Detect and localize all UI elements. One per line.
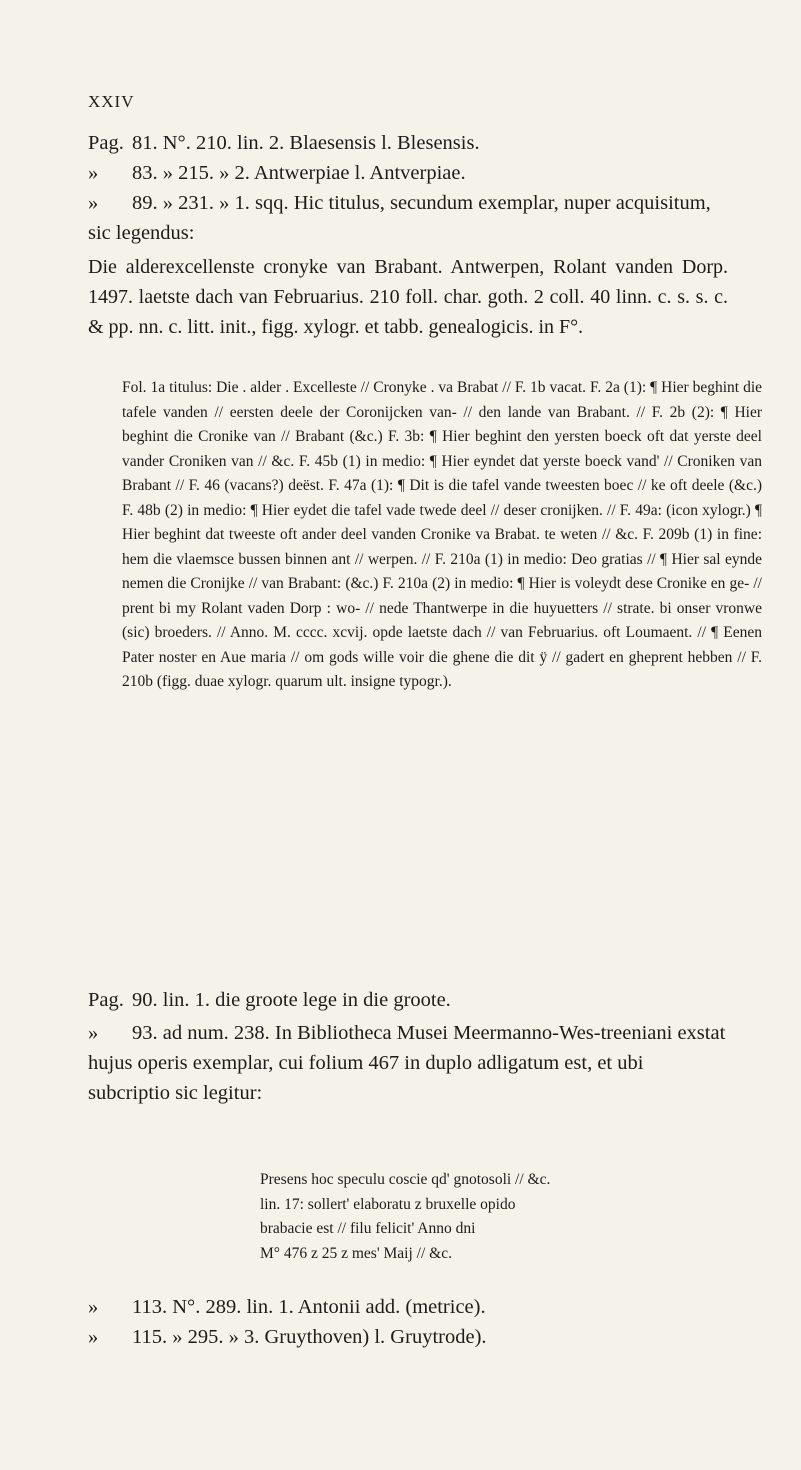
erratum-prefix: » [88, 1022, 99, 1044]
book-title-paragraph: Die alderexcellenste cronyke van Brabant. Antwerpen, Rolant vanden Dorp. 1497. laetste dach van Februarius. 210 foll. char. goth. 2 coll. 40 linn. c. s. s. c. & pp. nn. c. litt. init., figg. xylogr. et tabb. genealogicis. in F°. [88, 256, 728, 338]
quote-line: brabacie est // filu felicit' Anno dni [260, 1220, 476, 1237]
erratum-text: 93. ad num. 238. In Bibliotheca Musei Meermanno-Wes-treeniani exstat hujus operis exemplar, cui folium 467 in duplo adligatum est, et ubi subcriptio sic legitur: [88, 1022, 726, 1104]
erratum-line [88, 128, 728, 158]
erratum-text: 115. » 295. » 3. Gruythoven) l. Gruytrode). [132, 1326, 487, 1348]
erratum-prefix: Pag. [88, 132, 124, 154]
quote-line: Presens hoc speculu coscie qd' gnotosoli // &c. [260, 1171, 551, 1188]
erratum-line [88, 1322, 728, 1352]
page-number: XXIV [88, 92, 135, 111]
erratum-prefix: Pag. [88, 989, 124, 1011]
erratum-line [88, 1018, 728, 1108]
erratum-prefix: » [88, 192, 99, 214]
erratum-text: 83. » 215. » 2. Antwerpiae l. Antverpiae. [132, 162, 466, 184]
erratum-line [88, 158, 728, 188]
erratum-prefix: » [88, 1326, 99, 1348]
erratum-text: 90. lin. 1. die groote lege in die groote. [132, 989, 451, 1011]
erratum-line [88, 1292, 728, 1322]
quote-line: M° 476 z 25 z mes' Maij // &c. [260, 1244, 452, 1262]
erratum-line [88, 188, 728, 248]
quote-line: lin. 17: sollert' elaboratu z bruxelle opido [260, 1195, 516, 1213]
subscription-quote [88, 1168, 801, 1266]
erratum-prefix: » [88, 162, 99, 184]
erratum-prefix: » [88, 1296, 99, 1318]
description-paragraph: Fol. 1a titulus: Die . alder . Excelleste // Cronyke . va Brabat // F. 1b vacat. F. 2a (1): ¶ Hier beghint die tafele vanden // eersten deele der Coronijcken van- // den lande van Brabant. // F. 2b (2): ¶ Hier beghint die Cronike van // Brabant (&c.) F. 3b: ¶ Hier beghint den yersten boeck oft dat yerste deel vander Croniken van // &c. F. 45b (1) in medio: ¶ Hier eyndet dat yerste boeck vand' // Croniken van Brabant // F. 46 (vacans?) deëst. F. 47a (1): ¶ Dit is die tafel vande tweesten boec // ke oft deele (&c.) F. 48b (2) in medio: ¶ Hier eydet die tafel vade twede deel // deser cronijken. // F. 49a: (icon xylogr.) ¶ Hier beghint dat tweeste oft ander deel vanden Cronike va Brabat. te weten // &c. F. 209b (1) in fine: hem die vlaemsce bussen binnen ant // werpen. // F. 210a (1) in medio: Deo gratias // ¶ Hier sal eynde nemen die Cronijke // van Brabant: (&c.) F. 210a (2) in medio: ¶ Hier is voleydt dese Cronike en ge- // prent bi my Rolant vaden Dorp : wo- // nede Thantwerpe in die huyuetters // strate. bi onser vronwe (sic) broeders. // Anno. M. cccc. xcvij. opde laetste dach // van Februarius. oft Loumaent. // ¶ Eenen Pater noster en Aue maria // om gods wille voir die ghene die dit ÿ // gadert en gheprent hebben // F. 210b (figg. duae xylogr. quarum ult. insigne typogr.). [122, 379, 762, 690]
erratum-text: 81. N°. 210. lin. 2. Blaesensis l. Blesensis. [132, 132, 480, 154]
erratum-text: 113. N°. 289. lin. 1. Antonii add. (metrice). [132, 1296, 486, 1318]
erratum-line [88, 985, 728, 1015]
erratum-text: 89. » 231. » 1. sqq. Hic titulus, secundum exemplar, nuper acquisitum, sic legendus: [88, 192, 711, 244]
